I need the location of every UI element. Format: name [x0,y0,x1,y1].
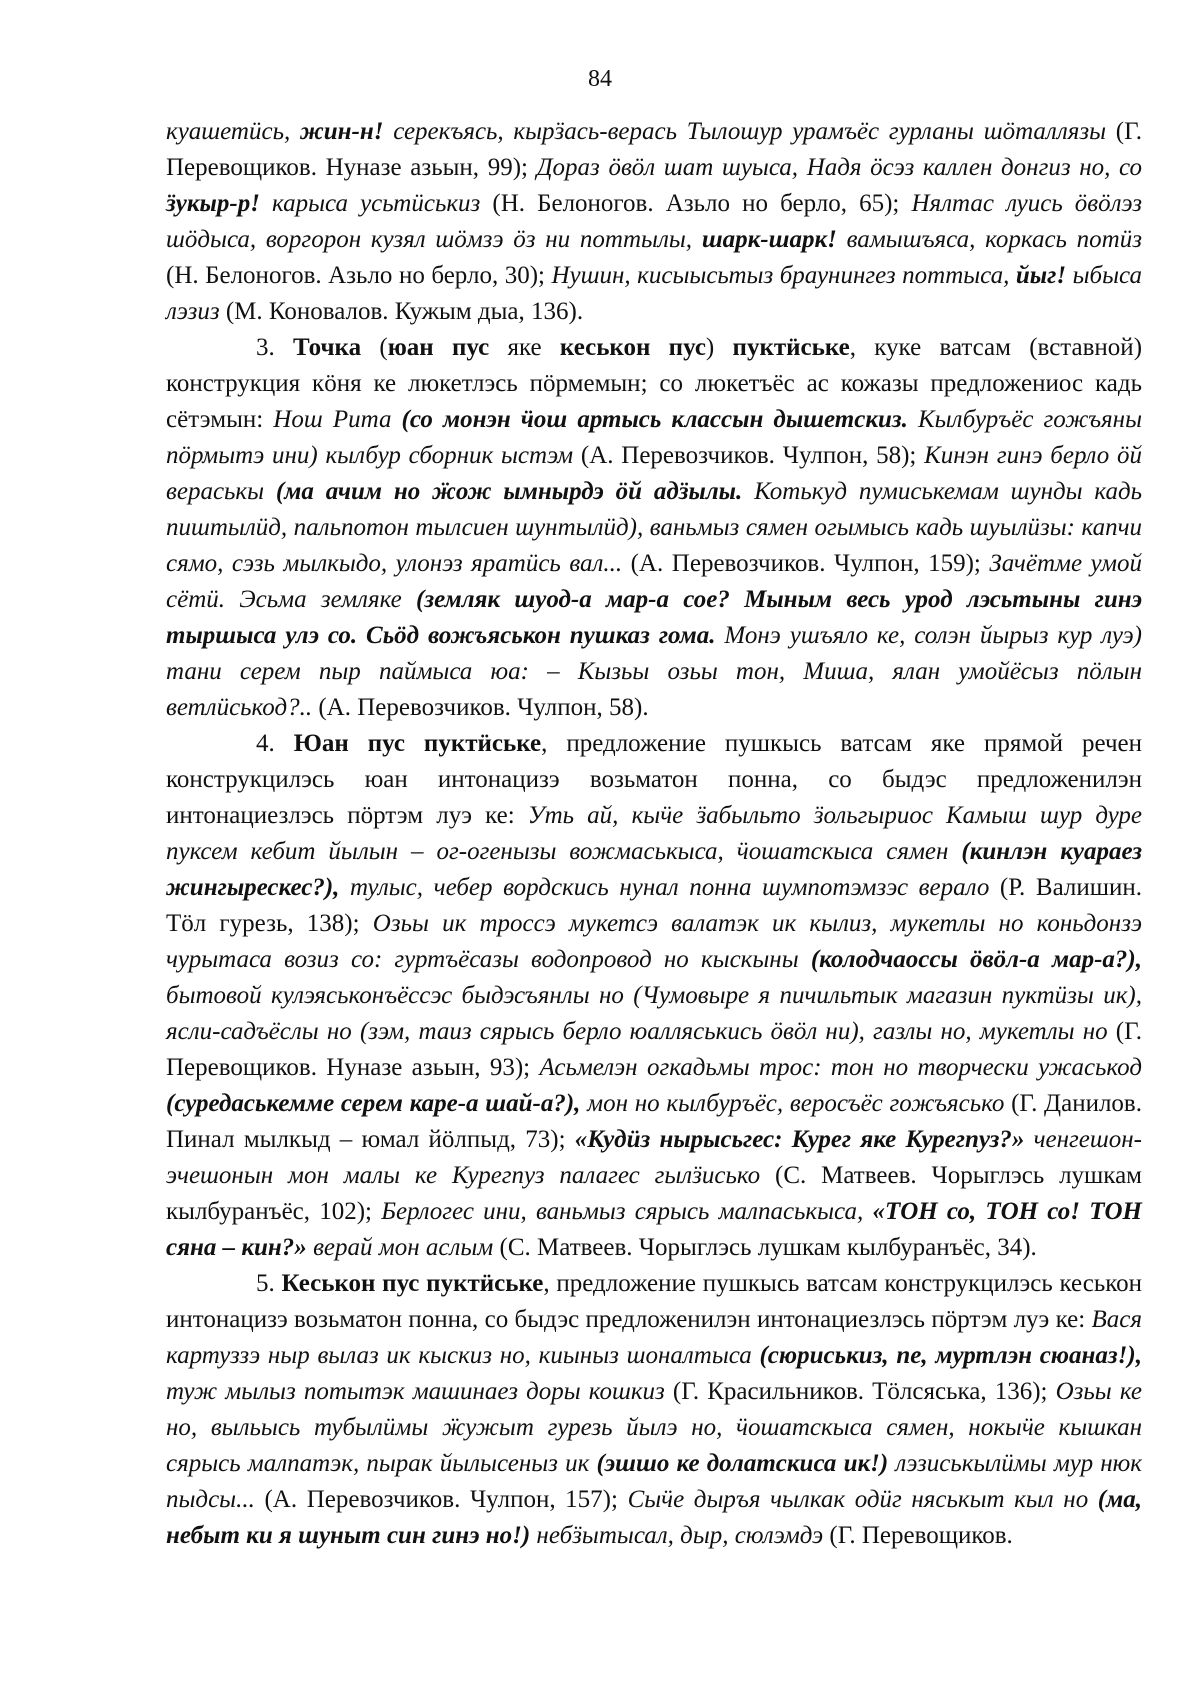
example-text-run: карыса усьтӥськиз [259,190,481,217]
paragraph [166,330,1142,726]
text-run: (Н. Белоногов. Азьло но берло, 30); [166,262,552,289]
paragraph [166,1266,1142,1554]
emphasis-text-run: (ма, небыт ки я шуныт син гинэ но!) [166,1486,1142,1549]
text-run: (Г. Перевощиков. Нуназе азьын, 99); [166,118,1142,181]
emphasis-text-run: «ТОН со, ТОН со! ТОН сяна – кин?» [166,1198,1142,1261]
emphasis-text-run: (со монэн ӵош артысь классын дышетскиз. [401,406,908,433]
emphasis-text-run: (сюриськиз, пе, муртлэн сюаназ!), [759,1342,1142,1369]
example-text-run: верай мон аслым [306,1234,494,1261]
text-run: 4. [256,730,294,757]
example-text-run: небӟытысал, дыр, сюлэмдэ [530,1522,824,1549]
example-text-run: куашетӥсь, [166,118,300,145]
emphasis-text-run: Кеськон пус пуктӥське [281,1270,544,1297]
example-text-run: туж мылыз потытэк машинаез доры кошкиз [166,1378,665,1405]
example-text-run: Озьы ик троссэ мукетсэ валатэк ик кылиз, мукетлы но коньдонзэ чурытаса возиз со: гуртъёсазы водопровод но кыскыны [166,910,1142,973]
emphasis-text-run: «Кудӥз нырысьгес: Курег яке Курегпуз?» [574,1126,1025,1153]
text-run: (Г. Перевощиков. [823,1522,1013,1549]
text-run: яке [489,334,560,361]
example-text-run: Асьмелэн огкадьмы трос: тон но творчески ужаськод [539,1054,1142,1081]
example-text-run: Кылбуръёс гожъяны пӧрмытэ ини) кылбур сборник ыстэм [166,406,1143,469]
text-run: 3. [256,334,294,361]
text-run: ) [705,334,733,361]
example-text-run: Уть ай, кыӵе ӟабыльто ӟольгыриос Камыш шур дуре пуксем кебит йылын – ог-огенызы вожмаськыса, ӵошатскыса сямен [166,802,1142,865]
text-run: 5. [256,1270,282,1297]
emphasis-text-run: (эшшо ке долатскиса ик!) [596,1450,889,1477]
emphasis-text-run: (колодчаоссы ӧвӧл-а мар-а?), [810,946,1142,973]
emphasis-text-run: кеськон пус [559,334,706,361]
example-text-run: Берлогес ини, ваньмыз сярысь малпаськыса, [381,1198,873,1225]
example-text-run: Котькуд пумиськемам шунды кадь пиштылӥд, пальпотон тылсиен шунтылӥд), ваньмыз сямен огымысь кадь шуылӥзы: капчи сямо, сэзь мылкыдо, улонэз яратӥсь вал... [166,478,1143,577]
text-run: (Г. Перевощиков. Нуназе азьын, 93); [166,1018,1143,1081]
text-run: (Г. Красильников. Тӧлсяська, 136); [664,1378,1056,1405]
text-run: (А. Перевозчиков. Чулпон, 157); [254,1486,628,1513]
text-run: (Г. Данилов. Пинал мылкыд – юмал йӧлпыд, 73); [166,1090,1142,1153]
example-text-run: Нушин, кисыысьтыз браунингез поттыса, [551,262,1016,289]
text-run: (А. Перевозчиков. Чулпон, 159); [622,550,990,577]
text-run: (М. Коновалов. Кужым дыа, 136). [219,298,584,325]
emphasis-text-run: (суредаськемме серем каре-а шай-а?), [166,1090,581,1117]
text-run: (А. Перевозчиков. Чулпон, 58); [573,442,925,469]
emphasis-text-run: жин-н! [299,118,384,145]
emphasis-text-run: (кинлэн куараез жингырескес?), [166,838,1143,901]
text-run: (А. Перевозчиков. Чулпон, 58). [312,694,649,721]
text-run: , предложение пушкысь ватсам конструкцилэсь кеськон интонацизэ возьматон понна, со быдэс предложенилэн интонациезлэсь пӧртэм луэ ке: [166,1270,1143,1333]
text-run: ( [361,334,388,361]
page-number: 84 [588,66,612,92]
body-text [166,114,1142,1554]
example-text-run: Нялтас луись ӧвӧлэз шӧдыса, воргорон кузял шӧмзэ ӧз ни поттылы, [166,190,1143,253]
example-text-run: Нош Рита [273,406,402,433]
example-text-run: Зачётме умой сётӥ. Эсьма земляке [166,550,1142,613]
example-text-run: серекъясь, кырӟась-верась Тылошур урамъёс гурланы шӧталлязы [383,118,1107,145]
emphasis-text-run: (земляк шуод-а мар-а сое? Мыным весь урод лэсьтыны гинэ тыршыса улэ со. Сьӧд вожъяськон пушказ гома. [166,586,1142,649]
example-text-run: Вася картуззэ ныр вылаз ик кыскиз но, киыныз шоналтыса [166,1306,1142,1369]
emphasis-text-run: юан пус [387,334,490,361]
example-text-run: Дораз ӧвӧл шат шуыса, Надя ӧсэз каллен донгиз но, со [536,154,1143,181]
example-text-run: ченгешон-эчешонын мон малы ке Курегпуз палагес гылӟисько [166,1126,1143,1189]
emphasis-text-run: (ма ачим но ӝож ымнырдэ ӧй адӟылы. [275,478,743,505]
emphasis-text-run: ӟукыр-р! [166,190,260,217]
example-text-run: Озьы ке но, выльысь тубылӥмы ӝужыт гурезь йылэ но, ӵошатскыса сямен, нокыӵе кышкан сярысь малпатэк, пырак йылысеныз ик [166,1378,1142,1477]
example-text-run: Монэ ушъяло ке, солэн йырыз кур луэ) тани серем пыр паймыса юа: – Кызьы озьы тон, Миша, ялан умойёсыз пӧлын ветлӥськод?.. [166,622,1142,721]
text-run: (Н. Белоногов. Азьло но берло, 65); [480,190,912,217]
emphasis-text-run: Точка [293,334,362,361]
example-text-run: Кинэн гинэ берло ӧй вераськы [166,442,1143,505]
text-run: (Р. Валишин. Тӧл гурезь, 138); [166,874,1142,937]
text-run: (С. Матвеев. Чорыглэсь лушкам кылбуранъёс, 34). [493,1234,1037,1261]
text-run: , куке ватсам (вставной) конструкция кӧня ке люкетлэсь пӧрмемын; со люкетъёс ас кожазы предложениос кадь сётэмын: [166,334,1143,433]
example-text-run: вамышъяса, коркась потӥз [836,226,1142,253]
example-text-run: мон но кылбуръёс, веросъёс гожъясько [580,1090,1005,1117]
paragraph [166,114,1142,330]
emphasis-text-run: пуктӥське [732,334,850,361]
emphasis-text-run: йыг! [1015,262,1067,289]
text-run: (С. Матвеев. Чорыглэсь лушкам кылбуранъёс, 102); [166,1162,1142,1225]
example-text-run: лэзиськылӥмы мур нюк пыдсы... [166,1450,1142,1513]
example-text-run: бытовой кулэяськонъёссэс быдэсъянлы но (Чумовыре я пичильтык магазин пуктӥзы ик), ясли-садъёслы но (зэм, таиз сярысь берло юалляськись ӧвӧл ни), газлы но, мукетлы но [166,982,1142,1045]
example-text-run: тулыс, чебер вордскись нунал понна шумпотэмзэс верало [339,874,990,901]
paragraph [166,726,1142,1266]
emphasis-text-run: Юан пус пуктӥське [293,730,542,757]
emphasis-text-run: шарк-шарк! [701,226,837,253]
example-text-run: Сыӵе дыръя чылкак одӥг няськыт кыл но [627,1486,1098,1513]
text-run: , предложение пушкысь ватсам яке прямой речен конструкцилэсь юан интонацизэ возьматон понна, со быдэс предложенилэн интонациезлэсь пӧртэм луэ ке: [166,730,1143,829]
example-text-run: ыбыса лэзиз [166,262,1142,325]
